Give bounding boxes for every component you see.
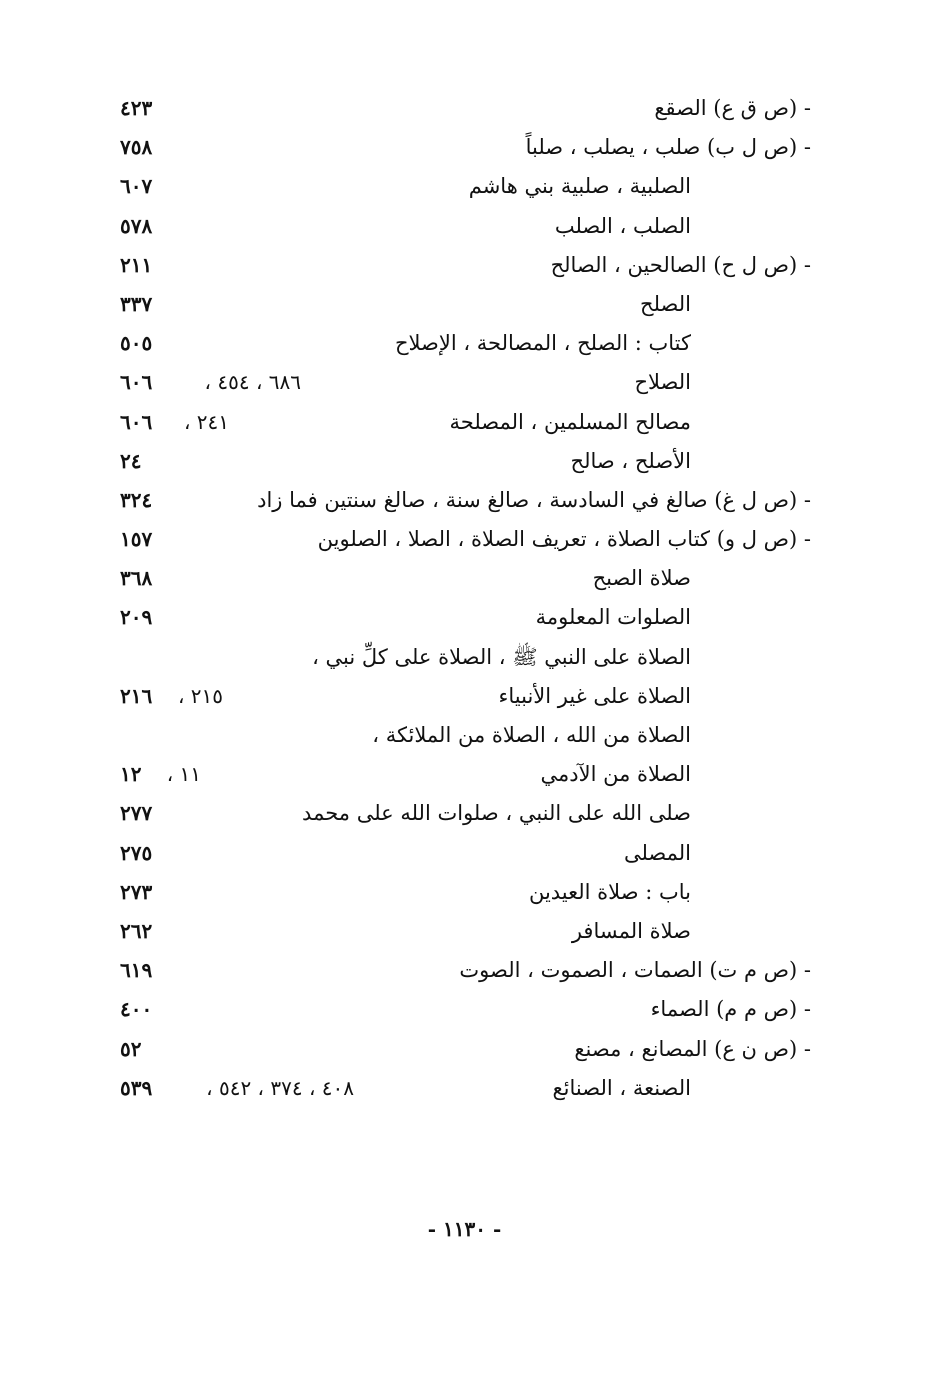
entry-term: - (ص ق ع) الصقع [654, 96, 811, 120]
entry-term: صلاة المسافر [571, 918, 691, 943]
entry-pages: ٥٧٨ [120, 213, 153, 238]
entry-pages: ٢٦٢ [120, 918, 153, 943]
entry-term: مصالح المسلمين ، المصلحة [449, 409, 691, 434]
entry-term: الصلاة من الآدمي [540, 762, 691, 787]
entry-term: - (ص ل و) كتاب الصلاة ، تعريف الصلاة ، الصلا ، الصلوين [317, 527, 811, 552]
entry-term: الأصلح ، صالح [570, 448, 691, 473]
entry-pages: ٦٠٦ [120, 370, 153, 395]
entry-pages: ٢٧٣ [120, 879, 153, 904]
entry-term: باب : صلاة العيدين [528, 879, 691, 904]
entry-pages: ٦٠٧ [120, 174, 153, 199]
index-entry [0, 363, 929, 402]
index-entry [0, 285, 929, 324]
index-entry [0, 559, 929, 598]
entry-term: - (ص ل غ) صالغ في السادسة ، صالغ سنة ، صالغ سنتين فما زاد [257, 487, 811, 512]
index-entry [0, 1030, 929, 1069]
entry-pages: ٢٧٧ [120, 801, 153, 826]
entry-pages: ٢٤ [120, 448, 142, 473]
entry-pages: ٥٢ [120, 1036, 142, 1061]
index-entry [0, 638, 929, 677]
entry-term: كتاب : الصلح ، المصالحة ، الإصلاح [394, 331, 691, 356]
index-entry [0, 873, 929, 912]
index-entry [0, 324, 929, 363]
index-entry [0, 912, 929, 951]
index-entries [0, 89, 929, 1108]
index-entry [0, 598, 929, 637]
index-entry [0, 1069, 929, 1108]
entry-term: - (ص ل ح) الصالحين ، الصالح [550, 252, 811, 277]
entry-extra-pages: ٢٤١ ، [183, 409, 229, 434]
entry-term: الصلح [640, 291, 691, 316]
index-entry [0, 834, 929, 873]
entry-pages: ٢٧٥ [120, 840, 153, 865]
entry-pages: ٦١٩ [120, 958, 153, 983]
entry-term: صلى الله على النبي ، صلوات الله على محمد [302, 801, 691, 826]
entry-pages: ٥٣٩ [120, 1075, 153, 1100]
entry-pages: ٢١١ [120, 252, 153, 277]
index-entry [0, 990, 929, 1029]
entry-extra-pages: ١١ ، [166, 762, 201, 787]
index-entry [0, 89, 929, 128]
index-entry [0, 520, 929, 559]
entry-term: الصلاح [634, 370, 691, 395]
entry-term: - (ص ن ع) المصانع ، مصنع [574, 1036, 811, 1061]
entry-pages: ٢١٦ [120, 683, 153, 708]
entry-extra-pages: ٤٠٨ ، ٣٧٤ ، ٥٤٢ ، [206, 1075, 354, 1100]
entry-pages: ٦٠٦ [120, 409, 153, 434]
index-entry [0, 481, 929, 520]
entry-term: الصنعة ، الصنائع [552, 1075, 691, 1100]
entry-pages: ٢٠٩ [120, 605, 153, 630]
entry-pages: ٤٢٣ [120, 96, 153, 120]
index-entry [0, 207, 929, 246]
entry-pages: ١٥٧ [120, 527, 153, 552]
index-entry [0, 794, 929, 833]
index-entry [0, 442, 929, 481]
index-entry [0, 403, 929, 442]
index-entry [0, 677, 929, 716]
entry-pages: ٧٥٨ [120, 135, 153, 160]
entry-term: - (ص ل ب) صلب ، يصلب ، صلباً [525, 135, 811, 160]
entry-pages: ٣٦٨ [120, 566, 153, 591]
index-entry [0, 951, 929, 990]
entry-pages: ٣٣٧ [120, 291, 153, 316]
entry-term: الصلب ، الصلب [554, 213, 691, 238]
index-entry [0, 246, 929, 285]
index-entry [0, 128, 929, 167]
index-entry [0, 755, 929, 794]
entry-term: المصلى [623, 840, 691, 865]
entry-term: الصلوات المعلومة [535, 605, 691, 630]
entry-term: - (ص م م) الصماء [650, 997, 811, 1022]
entry-extra-pages: ٦٨٦ ، ٤٥٤ ، [204, 370, 301, 395]
entry-extra-pages: ٢١٥ ، [177, 683, 223, 708]
entry-pages: ٤٠٠ [120, 997, 153, 1022]
entry-term: صلاة الصبح [592, 566, 691, 591]
entry-term: الصلبية ، صلبية بني هاشم [468, 174, 691, 199]
index-entry [0, 167, 929, 206]
page-number: - ١١٣٠ - [427, 1217, 502, 1241]
index-entry [0, 716, 929, 755]
entry-term: الصلاة على غير الأنبياء [498, 683, 691, 708]
entry-term: الصلاة على النبي ﷺ ، الصلاة على كلِّ نبي ، [312, 644, 691, 669]
entry-term: الصلاة من الله ، الصلاة من الملائكة ، [372, 723, 691, 747]
entry-pages: ١٢ [120, 762, 142, 787]
entry-pages: ٣٢٤ [120, 487, 153, 512]
entry-term: - (ص م ت) الصمات ، الصموت ، الصوت [459, 958, 811, 983]
entry-pages: ٥٠٥ [120, 331, 153, 356]
